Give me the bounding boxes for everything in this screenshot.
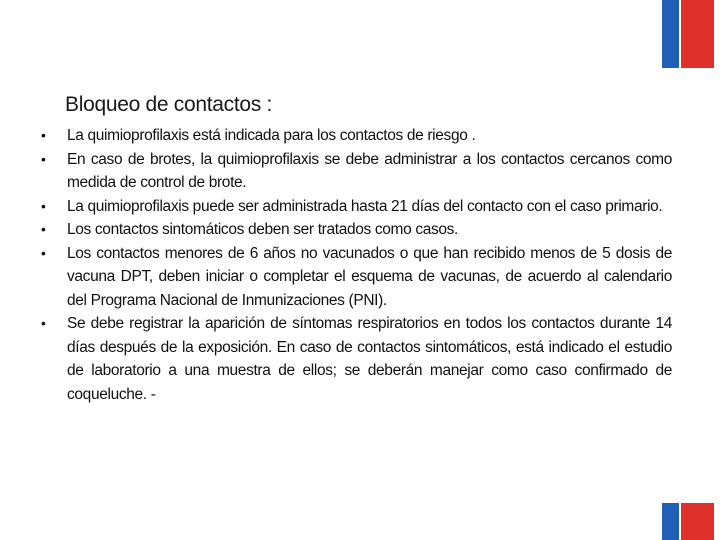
list-item [38, 148, 672, 195]
flag-decoration-bottom [662, 503, 714, 540]
flag-red-stripe [681, 503, 714, 540]
slide-content [38, 92, 672, 406]
bullet-icon: • [41, 244, 46, 261]
bullet-list [38, 124, 672, 406]
bullet-icon: • [41, 315, 46, 331]
bullet-icon: • [41, 221, 46, 237]
bullet-text: Se debe registrar la aparición de síntomas respiratorios en todos los contactos durante 14 días después de la exposición. En caso de contactos sintomáticos, está indicado el estudio de laboratorio a una muestra de ellos; se deberán manejar como caso confirmado de coqueluche. - [67, 315, 672, 403]
list-item [38, 242, 672, 313]
list-item [38, 312, 672, 406]
slide-title: Bloqueo de contactos : [65, 93, 273, 116]
flag-red-stripe [681, 0, 714, 68]
bullet-icon: • [41, 197, 46, 214]
list-item [38, 195, 672, 219]
flag-blue-stripe [662, 503, 679, 540]
bullet-icon: • [41, 127, 46, 143]
bullet-text: En caso de brotes, la quimioprofilaxis se debe administrar a los contactos cercanos como medida de control de brote. [67, 150, 672, 191]
flag-blue-stripe [662, 0, 679, 68]
list-item [38, 124, 672, 148]
bullet-text: La quimioprofilaxis puede ser administrada hasta 21 días del contacto con el caso primario. [67, 197, 663, 215]
list-item [38, 218, 672, 242]
flag-decoration-top [662, 0, 714, 68]
bullet-icon: • [41, 150, 46, 167]
bullet-text: Los contactos menores de 6 años no vacunados o que han recibido menos de 5 dosis de vacuna DPT, deben iniciar o completar el esquema de vacunas, de acuerdo al calendario del Programa Nacional de Inmunizaciones (PNI). [67, 244, 672, 309]
bullet-text: La quimioprofilaxis está indicada para los contactos de riesgo . [67, 127, 476, 144]
bullet-text: Los contactos sintomáticos deben ser tratados como casos. [67, 221, 459, 238]
